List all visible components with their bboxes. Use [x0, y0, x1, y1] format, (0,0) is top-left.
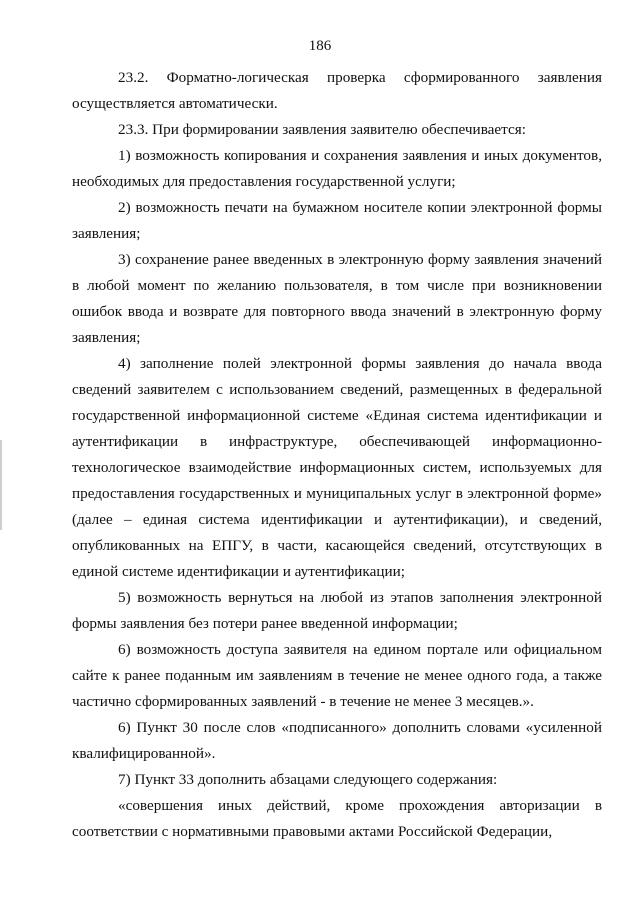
paragraph-23-2: 23.2. Форматно-логическая проверка сформированного заявления осуществляется автоматически. [72, 69, 602, 112]
list-item-3: 3) сохранение ранее введенных в электронную форму заявления значений в любой момент по желанию пользователя, в том числе при возникновении ошибок ввода и возврате для повторного ввода значений в электронную форму заявления; [72, 251, 602, 346]
quoted-text: «совершения иных действий, кроме прохождения авторизации в соответствии с нормативными правовыми актами Российской Федерации, [72, 797, 602, 840]
list-item-2: 2) возможность печати на бумажном носителе копии электронной формы заявления; [72, 199, 602, 242]
amendment-6: 6) Пункт 30 после слов «подписанного» дополнить словами «усиленной квалифицированной». [72, 719, 602, 762]
amendment-7: 7) Пункт 33 дополнить абзацами следующего содержания: [118, 771, 498, 788]
page-number: 186 [308, 38, 332, 54]
list-item-6: 6) возможность доступа заявителя на едином портале или официальном сайте к ранее поданным им заявлениям в течение не менее одного года, а также частично сформированных заявлений - в течение не менее 3 месяцев.». [72, 641, 602, 710]
list-item-5: 5) возможность вернуться на любой из этапов заполнения электронной формы заявления без потери ранее введенной информации; [72, 589, 602, 632]
list-item-1: 1) возможность копирования и сохранения заявления и иных документов, необходимых для предоставления государственной услуги; [72, 147, 602, 190]
paragraph-23-3: 23.3. При формировании заявления заявителю обеспечивается: [118, 121, 526, 138]
list-item-4: 4) заполнение полей электронной формы заявления до начала ввода сведений заявителем с использованием сведений, размещенных в федеральной государственной информационной системе «Единая система идентификации и аутентификации в инфраструктуре, обеспечивающей информационно-технологическое взаимодействие информационных систем, используемых для предоставления государственных и муниципальных услуг в электронной форме» (далее – единая система идентификации и аутентификации), и сведений, опубликованных на ЕПГУ, в части, касающейся сведений, отсутствующих в единой системе идентификации и аутентификации; [72, 355, 602, 580]
scan-edge-mark [0, 440, 2, 530]
